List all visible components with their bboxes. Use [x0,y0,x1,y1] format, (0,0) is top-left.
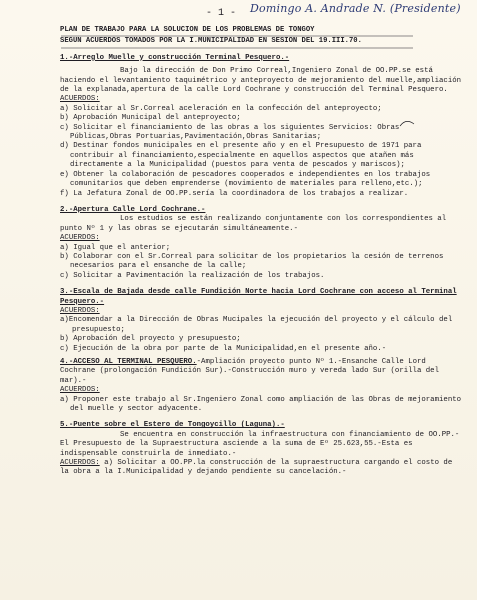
document-title-line-2: SEGUN ACUERDOS TOMADOS POR LA I.MUNICIPALIDAD EN SESION DEL 19.III.70. [60,37,362,46]
section-1-heading: 1.-Arreglo Muelle y construcción Terminal Pesquero.- [60,53,290,62]
section-1-item-e: e) Obtener la colaboración de pescadores cooperados e independientes en los trabajos comunitarios que deben emprenderse (movimiento de materiales para relleno,etc.); [60,170,431,189]
section-4-acuerdos-label: ACUERDOS: [60,386,100,395]
section-4-block [60,358,465,386]
section-4-heading: 4.-ACCESO AL TERMINAL PESQUERO. [60,358,197,366]
section-5-paragraph: Se encuentra en construcción la infraestructura con financiamiento de OO.PP.-El Presupuesto de la Supraestructura asciende a la suma de Eº 25.623,55.-Esta es indispensable construirla de inmediato.- [60,430,460,458]
section-1-item-b: b) Aprobación Municipal del anteproyecto; [60,114,241,123]
section-1-paragraph: Bajo la dirección de Don Primo Correal,Ingeniero Zonal de OO.PP.se está haciendo el levantamiento taquimétrico y anteproyecto de mejoramiento del muelle,ampliación de la explanada,apertura de la calle Lord Cochrane y construcción del Terminal Pesquero. [60,67,462,95]
section-2-item-c: c) Solicitar a Pavimentación la realización de los trabajos. [60,271,325,280]
page-number: - 1 - [206,8,237,19]
section-1-acuerdos-label: ACUERDOS: [60,95,100,104]
section-5-acuerdos-text: a) Solicitar a OO.PP.la construcción de la supraestructura cargando el costo de la obra a la I.Municipalidad y dejando pendiente su cancelación.- [60,459,453,477]
section-2-paragraph: Los estudios se están realizando conjuntamente con los correspondientes al punto Nº 1 y las obras se ejecutarán simultáneamente.- [60,215,447,233]
section-5-acuerdos-block [60,459,465,478]
section-2-acuerdos-label: ACUERDOS: [60,234,100,243]
spacer [60,414,465,421]
section-2-item-b: b) Colaborar con el Sr.Correal para solicitar de los propietarios la cesión de terrenos necesarios para el ensanche de la calle; [60,252,444,271]
section-3-heading: 3.-Escala de Bajada desde calle Fundición Norte hacia Lord Cochrane con acceso al Terminal Pesquero.- [60,288,457,306]
section-2-heading: 2.-Apertura Calle Lord Cochrane.- [60,205,206,214]
spacer [60,281,465,288]
section-1-item-c: c) Solicitar el financiamiento de las obras a los siguientes Servicios: Obras Públicas,Obras Portuarias,Pavimentación,Obras Sanitarias; [60,123,400,142]
document-title-line-1: PLAN DE TRABAJO PARA LA SOLUCION DE LOS PROBLEMAS DE TONGOY [60,26,315,34]
section-3-acuerdos-label: ACUERDOS: [60,306,100,315]
section-1-item-a: a) Solicitar al Sr.Correal aceleración en la confección del anteproyecto; [60,104,382,113]
section-1-item-f: f) La Jefatura Zonal de OO.PP.sería la coordinadora de los trabajos a realizar. [60,189,409,198]
spacer [60,199,465,206]
section-4-item-a: a) Proponer este trabajo al Sr.Ingeniero Zonal como ampliación de las Obras de mejoramiento del muelle y sector adyacente. [60,395,462,414]
section-2-item-a: a) Igual que el anterior; [60,243,171,252]
section-5-acuerdos-label: ACUERDOS: [60,459,100,468]
document-body [60,26,465,478]
section-4-text: -Ampliación proyecto punto Nº 1.-Ensanche Calle Lord Cochrane (prolongación Fundición Sur).-Construcción muro y vereda lado Sur (orilla del mar).- [60,358,439,385]
section-5-heading: 5.-Puente sobre el Estero de Tongoycillo (Laguna).- [60,421,285,430]
handwritten-signature: Domingo A. Andrade N. (Presidente) [250,2,461,15]
spacer [60,47,465,54]
section-3-item-b: b) Aprobación del proyecto y presupuesto; [60,335,241,344]
section-3-item-a: a)Encomendar a la Dirección de Obras Mucipales la ejecución del proyecto y el cálculo del presupuesto; [60,316,453,334]
section-1-item-d: d) Destinar fondos municipales en el presente año y en el Presupuesto de 1971 para contribuir al financiamiento,especialmente en aquellos aspectos que atañen más directamente a la Municipalidad (puestos para venta de pescados y mariscos); [60,142,422,170]
section-3-item-c: c) Ejecución de la obra por parte de la Municipalidad,en el presente año.- [60,344,387,353]
